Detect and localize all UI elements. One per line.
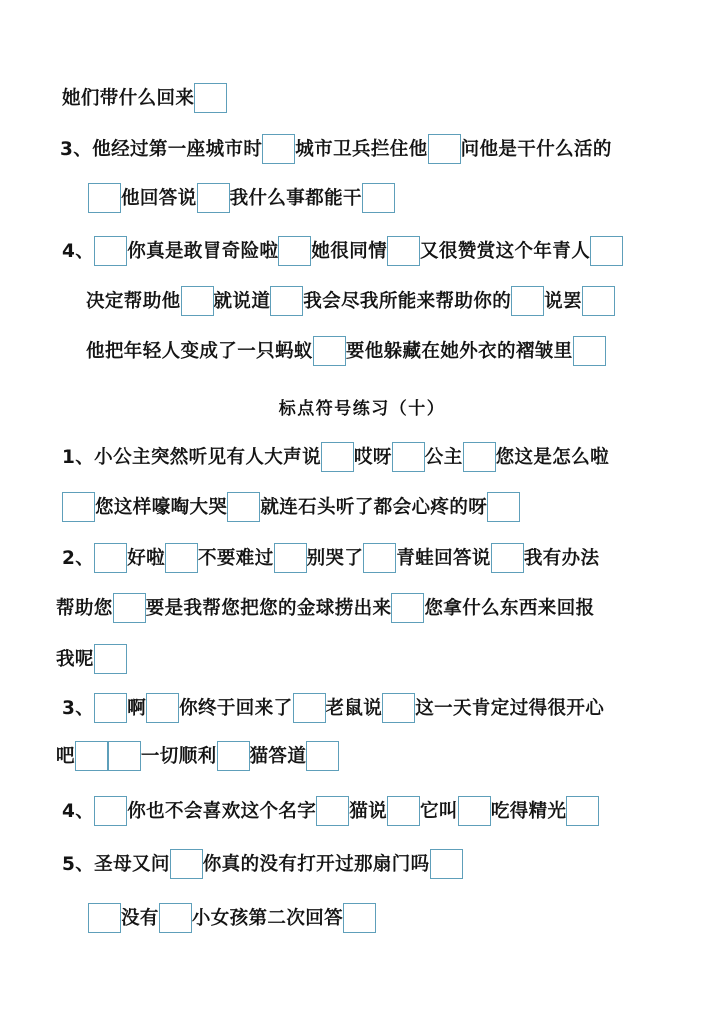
punctuation-answer-box[interactable] <box>392 442 425 472</box>
sentence-text: 这一天肯定过得很开心 <box>415 697 605 719</box>
punctuation-answer-box[interactable] <box>316 796 349 826</box>
punctuation-answer-box[interactable] <box>321 442 354 472</box>
punctuation-answer-box[interactable] <box>430 849 463 879</box>
punctuation-answer-box[interactable] <box>487 492 520 522</box>
sentence-text: 一切顺利 <box>140 745 217 767</box>
sentence-text: 您这样嚎啕大哭 <box>95 496 228 518</box>
sentence-text: 3、 <box>62 697 95 719</box>
punctuation-answer-box[interactable] <box>146 693 179 723</box>
sentence-text: 他回答说 <box>121 187 197 209</box>
punctuation-answer-box[interactable] <box>582 286 615 316</box>
punctuation-answer-box[interactable] <box>165 543 198 573</box>
punctuation-answer-box[interactable] <box>197 183 230 213</box>
punctuation-answer-box[interactable] <box>227 492 260 522</box>
punctuation-answer-box[interactable] <box>343 903 376 933</box>
sentence-text: 你真的没有打开过那扇门吗 <box>202 853 430 875</box>
worksheet-line <box>0 337 724 367</box>
sentence-text: 公主 <box>424 446 463 468</box>
sentence-text: 哎呀 <box>353 446 392 468</box>
sentence-text: 您拿什么东西来回报 <box>424 597 595 619</box>
punctuation-answer-box[interactable] <box>278 236 311 266</box>
punctuation-answer-box[interactable] <box>262 134 295 164</box>
sentence-text: 1、小公主突然听见有人大声说 <box>62 446 321 468</box>
punctuation-answer-box[interactable] <box>62 492 95 522</box>
punctuation-answer-box[interactable] <box>88 903 121 933</box>
punctuation-answer-box[interactable] <box>590 236 623 266</box>
worksheet-line <box>0 544 724 574</box>
punctuation-answer-box[interactable] <box>108 741 141 771</box>
punctuation-answer-box[interactable] <box>391 593 424 623</box>
punctuation-answer-box[interactable] <box>94 796 127 826</box>
sentence-text: 5、圣母又问 <box>62 853 170 875</box>
punctuation-answer-box[interactable] <box>491 543 524 573</box>
punctuation-answer-box[interactable] <box>293 693 326 723</box>
sentence-text: 它叫 <box>420 800 458 822</box>
worksheet-line <box>0 184 724 214</box>
sentence-text: 4、 <box>62 240 95 262</box>
sentence-text: 4、 <box>62 800 95 822</box>
punctuation-answer-box[interactable] <box>88 183 121 213</box>
sentence-text: 没有 <box>121 907 159 929</box>
sentence-text: 我会尽我所能来帮助你的 <box>303 290 512 312</box>
punctuation-answer-box[interactable] <box>94 543 127 573</box>
worksheet-line <box>0 742 724 772</box>
punctuation-answer-box[interactable] <box>362 183 395 213</box>
sentence-text: 我呢 <box>56 648 94 670</box>
sentence-text: 吧 <box>56 745 75 767</box>
punctuation-answer-box[interactable] <box>217 741 250 771</box>
sentence-text: 我有办法 <box>523 547 600 569</box>
punctuation-answer-box[interactable] <box>94 693 127 723</box>
worksheet-line <box>0 287 724 317</box>
sentence-text: 你真是敢冒奇险啦 <box>127 240 279 262</box>
sentence-text: 别哭了 <box>306 547 364 569</box>
punctuation-answer-box[interactable] <box>363 543 396 573</box>
punctuation-answer-box[interactable] <box>94 644 127 674</box>
worksheet-line <box>0 493 724 523</box>
punctuation-answer-box[interactable] <box>194 83 227 113</box>
sentence-text: 啊 <box>127 697 147 719</box>
sentence-text: 不要难过 <box>198 547 274 569</box>
sentence-text: 帮助您 <box>56 597 113 619</box>
punctuation-answer-box[interactable] <box>382 693 415 723</box>
punctuation-answer-box[interactable] <box>94 236 127 266</box>
sentence-text: 说罢 <box>544 290 582 312</box>
punctuation-answer-box[interactable] <box>181 286 214 316</box>
worksheet-line <box>0 84 724 114</box>
sentence-text: 决定帮助他 <box>86 290 181 312</box>
sentence-text: 你也不会喜欢这个名字 <box>127 800 317 822</box>
sentence-text: 你终于回来了 <box>179 697 293 719</box>
sentence-text: 要是我帮您把您的金球捞出来 <box>145 597 392 619</box>
sentence-text: 3、他经过第一座城市时 <box>60 138 263 160</box>
worksheet-line <box>0 135 724 165</box>
worksheet-line <box>0 797 724 827</box>
sentence-text: 2、 <box>62 547 95 569</box>
punctuation-answer-box[interactable] <box>270 286 303 316</box>
sentence-text: 好啦 <box>127 547 165 569</box>
punctuation-answer-box[interactable] <box>274 543 307 573</box>
punctuation-answer-box[interactable] <box>463 442 496 472</box>
sentence-text: 要他躲藏在她外衣的褶皱里 <box>345 340 573 362</box>
worksheet-line <box>0 443 724 473</box>
punctuation-answer-box[interactable] <box>113 593 146 623</box>
sentence-text: 她很同情 <box>311 240 387 262</box>
worksheet-line <box>0 594 724 624</box>
sentence-text: 又很赞赏这个年青人 <box>420 240 591 262</box>
sentence-text: 您这是怎么啦 <box>495 446 610 468</box>
sentence-text: 她们带什么回来 <box>62 87 195 109</box>
punctuation-answer-box[interactable] <box>428 134 461 164</box>
sentence-text: 吃得精光 <box>490 800 567 822</box>
sentence-text: 老鼠说 <box>325 697 383 719</box>
sentence-text: 就说道 <box>213 290 271 312</box>
sentence-text: 小女孩第二次回答 <box>191 907 344 929</box>
punctuation-answer-box[interactable] <box>511 286 544 316</box>
punctuation-answer-box[interactable] <box>75 741 108 771</box>
punctuation-answer-box[interactable] <box>458 796 491 826</box>
punctuation-answer-box[interactable] <box>566 796 599 826</box>
punctuation-answer-box[interactable] <box>170 849 203 879</box>
worksheet-line <box>0 645 724 675</box>
worksheet-line <box>0 850 724 880</box>
sentence-text: 就连石头听了都会心疼的呀 <box>260 496 488 518</box>
sentence-text: 城市卫兵拦住他 <box>295 138 428 160</box>
punctuation-answer-box[interactable] <box>387 796 420 826</box>
punctuation-answer-box[interactable] <box>313 336 346 366</box>
punctuation-answer-box[interactable] <box>159 903 192 933</box>
sentence-text: 他把年轻人变成了一只蚂蚁 <box>86 340 313 362</box>
worksheet-line <box>0 904 724 934</box>
sentence-text: 猫说 <box>349 800 388 822</box>
punctuation-answer-box[interactable] <box>306 741 339 771</box>
punctuation-answer-box[interactable] <box>573 336 606 366</box>
sentence-text: 猫答道 <box>249 745 307 767</box>
sentence-text: 问他是干什么活的 <box>460 138 612 160</box>
sentence-text: 我什么事都能干 <box>229 187 362 209</box>
page-title: 标点符号练习（十） <box>278 399 446 419</box>
worksheet-line <box>0 694 724 724</box>
sentence-text: 青蛙回答说 <box>396 547 491 569</box>
worksheet-line <box>0 237 724 267</box>
punctuation-answer-box[interactable] <box>387 236 420 266</box>
